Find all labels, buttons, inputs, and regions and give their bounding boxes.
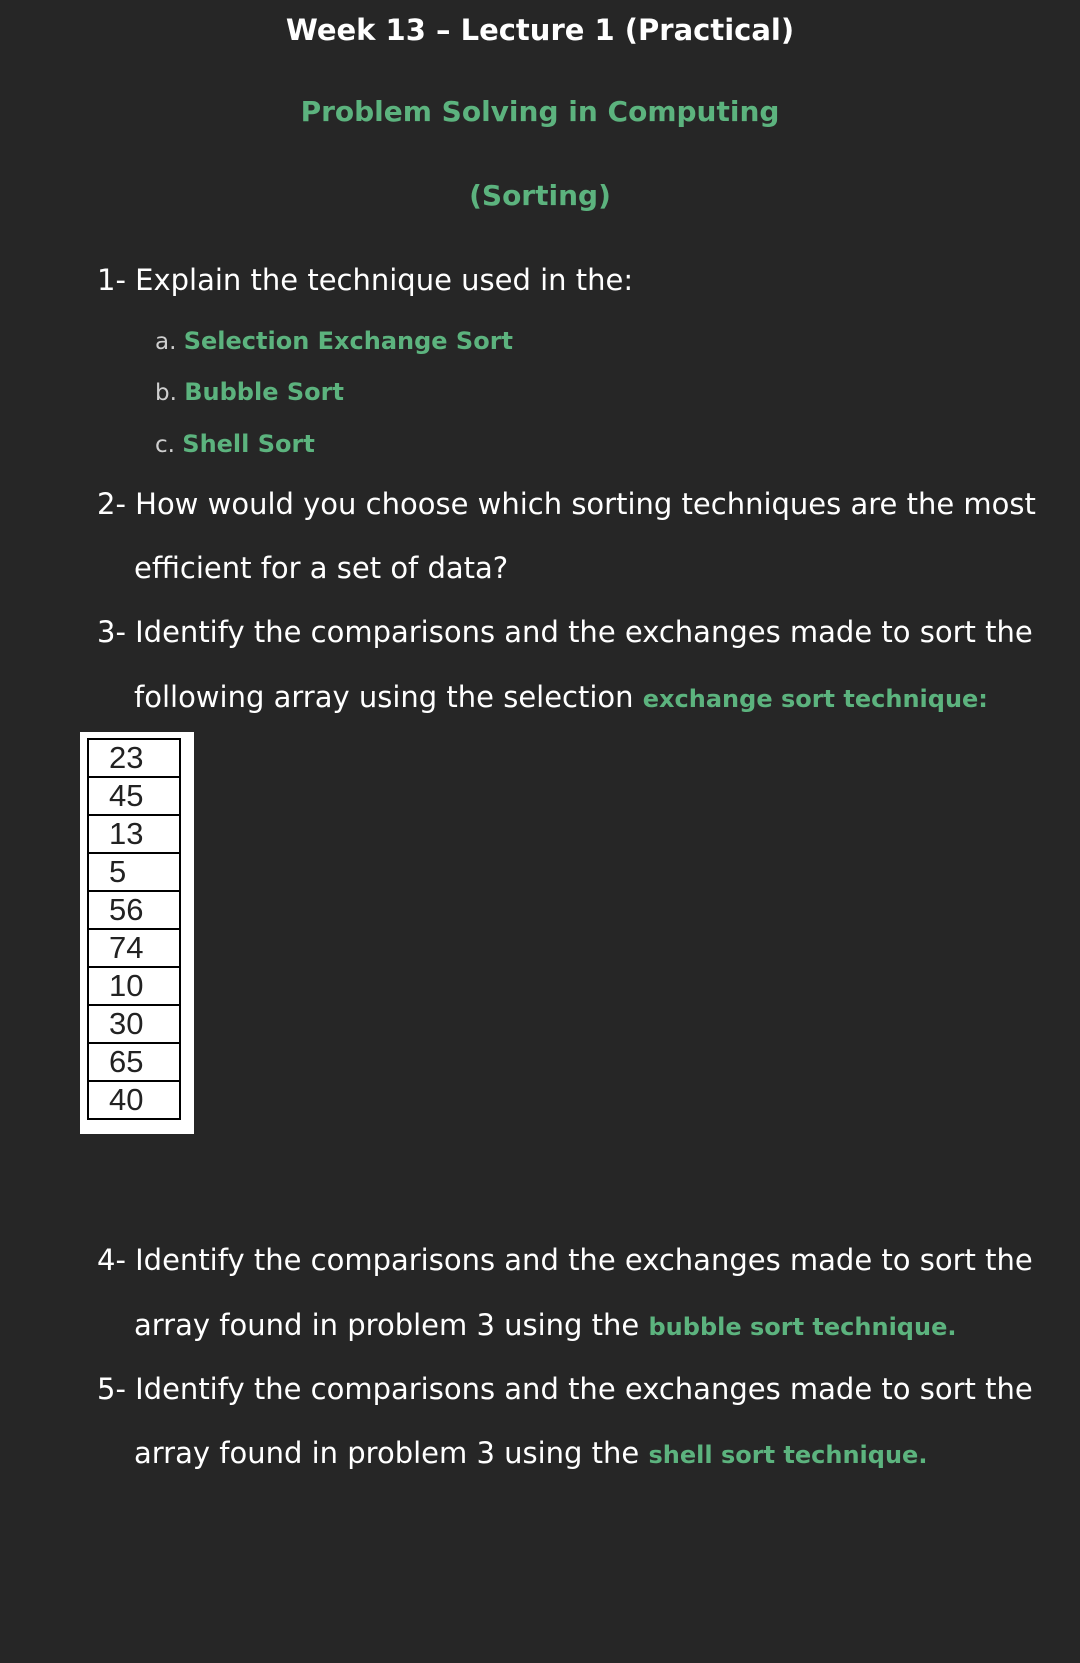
- array-row: [88, 929, 180, 967]
- question-4-highlight: bubble sort technique.: [648, 1313, 957, 1341]
- array-cell: 13: [88, 815, 180, 853]
- question-2-line-2: efficient for a set of data?: [134, 551, 509, 585]
- course-subtitle: Problem Solving in Computing: [300, 95, 780, 128]
- array-cell: 10: [88, 967, 180, 1005]
- array-figure: [80, 732, 194, 1134]
- question-4-line-1: 4- Identify the comparisons and the exchanges made to sort the: [97, 1243, 1033, 1277]
- q1-item-c: [155, 427, 315, 462]
- q1-item-a: [155, 324, 513, 359]
- page-title: Week 13 – Lecture 1 (Practical): [285, 13, 795, 47]
- q1-item-c-label: Shell Sort: [182, 430, 315, 458]
- question-5-line-2: [134, 1433, 927, 1475]
- array-cell: 5: [88, 853, 180, 891]
- question-2-line-1: 2- How would you choose which sorting techniques are the most: [97, 487, 1036, 521]
- array-row: [88, 1043, 180, 1081]
- question-4-line-2: [134, 1305, 956, 1347]
- q1-item-a-label: Selection Exchange Sort: [183, 327, 514, 355]
- array-cell: 56: [88, 891, 180, 929]
- array-cell: 74: [88, 929, 180, 967]
- q1-item-b-label: Bubble Sort: [184, 378, 344, 406]
- array-row: [88, 815, 180, 853]
- question-5-text: array found in problem 3 using the: [134, 1436, 640, 1470]
- question-5-line-1: 5- Identify the comparisons and the exchanges made to sort the: [97, 1372, 1033, 1406]
- array-cell: 45: [88, 777, 180, 815]
- array-row: [88, 739, 180, 777]
- array-cell: 23: [88, 739, 180, 777]
- question-5-highlight: shell sort technique.: [648, 1441, 928, 1469]
- q1-item-a-prefix: a.: [155, 329, 177, 355]
- q1-item-b-prefix: b.: [155, 380, 177, 406]
- array-row: [88, 967, 180, 1005]
- array-cell: 65: [88, 1043, 180, 1081]
- question-3-line-1: 3- Identify the comparisons and the exchanges made to sort the: [97, 615, 1033, 649]
- question-3-highlight: exchange sort technique:: [642, 685, 988, 713]
- question-3-line-2: [134, 677, 988, 719]
- question-4-text: array found in problem 3 using the: [134, 1308, 640, 1342]
- array-row: [88, 777, 180, 815]
- q1-item-b: [155, 375, 344, 410]
- array-row: [88, 853, 180, 891]
- array-cell: 40: [88, 1081, 180, 1119]
- array-row: [88, 1005, 180, 1043]
- array-row: [88, 1081, 180, 1119]
- array-cell: 30: [88, 1005, 180, 1043]
- q1-item-c-prefix: c.: [155, 432, 175, 458]
- question-3-text: following array using the selection: [134, 680, 634, 714]
- array-row: [88, 891, 180, 929]
- array-table: [87, 738, 181, 1120]
- topic-heading: (Sorting): [469, 179, 611, 212]
- question-1: 1- Explain the technique used in the:: [97, 263, 634, 297]
